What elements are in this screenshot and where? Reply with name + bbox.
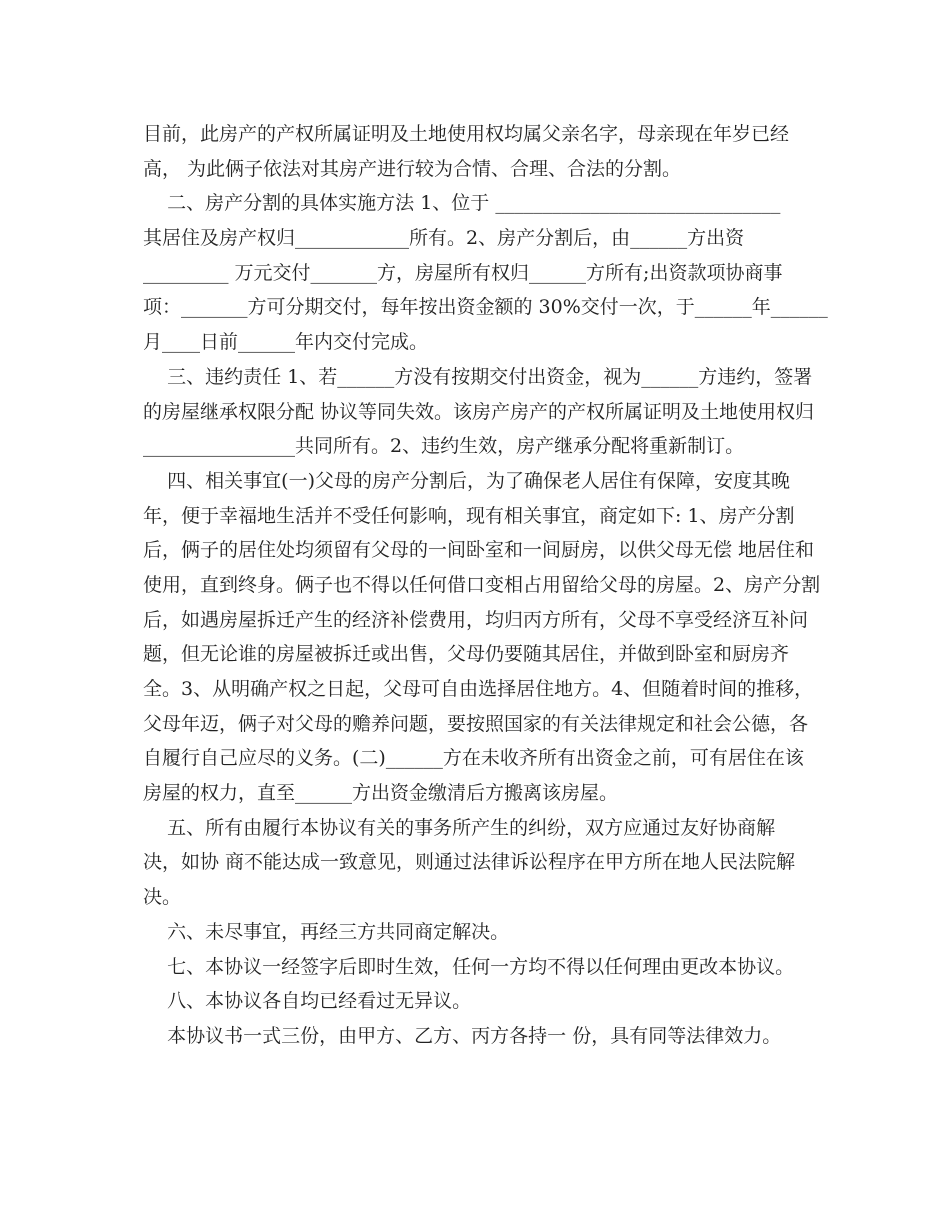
text-line: 项：_______方可分期交付，每年按出资金额的 30%交付一次，于______年______ bbox=[143, 296, 828, 319]
text-line: _________ 万元交付_______方，房屋所有权归______方所有;出资款项协商事 bbox=[143, 261, 783, 284]
text-line: 全。3、从明确产权之日起，父母可自由选择居住地方。4、但随着时间的推移， bbox=[143, 678, 814, 700]
text-line: 六、未尽事宜，再经三方共同商定解决。 bbox=[143, 920, 510, 943]
text-line: ________________共同所有。2、违约生效，房产继承分配将重新制订。 bbox=[143, 435, 745, 458]
text-line: 使用，直到终身。俩子也不得以任何借口变相占用留给父母的房屋。2、房产分割 bbox=[143, 573, 821, 596]
text-line: 房屋的权力，直至______方出资金缴清后方搬离该房屋。 bbox=[143, 782, 619, 805]
text-line: 自履行自己应尽的义务。(二)______方在未收齐所有出资金之前，可有居住在该 bbox=[143, 747, 804, 770]
text-line: 题，但无论谁的房屋被拆迁或出售，父母仍要随其居住，并做到卧室和厨房齐 bbox=[143, 643, 790, 666]
text-line: 年，便于幸福地生活并不受任何影响，现有相关事宜，商定如下: 1、房产分割 bbox=[143, 504, 795, 527]
text-line: 五、所有由履行本协议有关的事务所产生的纠纷，双方应通过友好协商解 bbox=[143, 816, 776, 839]
text-line: 七、本协议一经签字后即时生效，任何一方均不得以任何理由更改本协议。 bbox=[143, 955, 795, 978]
text-line: 本协议书一式三份，由甲方、乙方、丙方各持一 份，具有同等法律效力。 bbox=[143, 1024, 782, 1047]
text-line: 三、违约责任 1、若______方没有按期交付出资金，视为______方违约，签署 bbox=[143, 365, 813, 388]
text-line: 四、相关事宜(一)父母的房产分割后，为了确保老人居住有保障，安度其晚 bbox=[143, 469, 790, 492]
text-line: 高， 为此俩子依法对其房产进行较为合情、合理、合法的分割。 bbox=[143, 157, 682, 180]
text-line: 的房屋继承权限分配 协议等同失效。该房产房产的产权所属证明及土地使用权归 bbox=[143, 400, 815, 423]
text-line: 决，如协 商不能达成一致意见，则通过法律诉讼程序在甲方所在地人民法院解 bbox=[143, 851, 796, 874]
text-line: 月____日前______年内交付完成。 bbox=[143, 331, 429, 354]
text-line: 决。 bbox=[143, 886, 182, 909]
text-line: 父母年迈，俩子对父母的赡养问题，要按照国家的有关法律规定和社会公德，各 bbox=[143, 712, 809, 735]
text-line: 八、本协议各自均已经看过无异议。 bbox=[143, 990, 472, 1013]
text-line: 后，如遇房屋拆迁产生的经济补偿费用，均归丙方所有，父母不享受经济互补问 bbox=[143, 608, 809, 631]
text-line: 其居住及房产权归____________所有。2、房产分割后，由______方出资 bbox=[143, 227, 745, 250]
text-line: 二、房产分割的具体实施方法 1、位于 ______________________________ bbox=[143, 192, 781, 215]
text-line: 目前，此房产的产权所属证明及土地使用权均属父亲名字，母亲现在年岁已经 bbox=[143, 123, 790, 145]
text-line: 后，俩子的居住处均须留有父母的一间卧室和一间厨房，以供父母无偿 地居住和 bbox=[143, 539, 815, 562]
